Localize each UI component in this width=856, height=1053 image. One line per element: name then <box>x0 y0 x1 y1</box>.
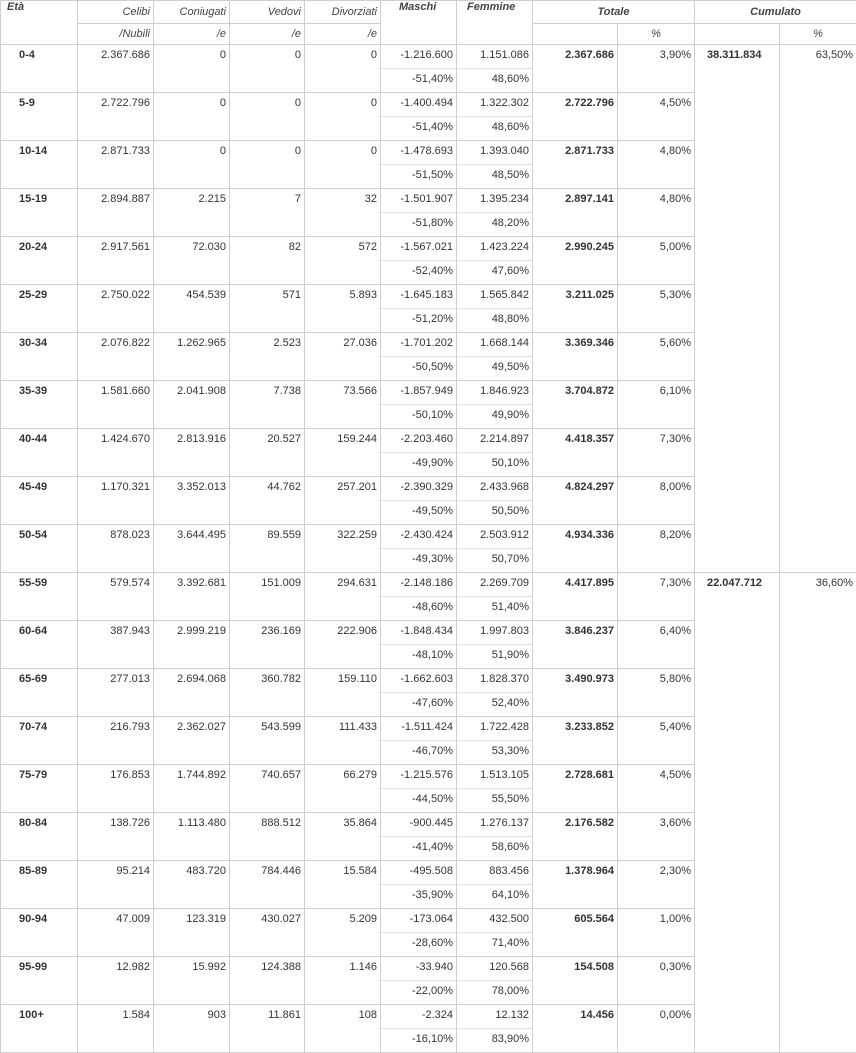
vedovi-cell: 0 <box>230 45 305 93</box>
maschi-cell <box>381 429 457 477</box>
cumulato-value: 38.311.834 <box>695 45 780 573</box>
vedovi-cell: 430.027 <box>230 909 305 957</box>
maschi-value: -1.501.907 <box>381 189 456 212</box>
table-row <box>1 45 856 93</box>
totale-cell: 3.490.973 <box>533 669 618 717</box>
header-maschi: Maschi <box>381 1 457 45</box>
divorziati-cell: 322.259 <box>305 525 381 573</box>
age-cell: 40-44 <box>1 429 78 477</box>
totale-pct-cell: 5,40% <box>618 717 695 765</box>
femmine-cell <box>457 525 533 573</box>
totale-pct-cell: 4,80% <box>618 141 695 189</box>
vedovi-cell: 236.169 <box>230 621 305 669</box>
header-vedovi: Vedovi <box>230 1 305 24</box>
coniugati-cell: 903 <box>154 1005 230 1053</box>
coniugati-cell: 1.113.480 <box>154 813 230 861</box>
femmine-value: 432.500 <box>457 909 532 932</box>
celibi-cell: 2.367.686 <box>78 45 154 93</box>
femmine-pct: 52,40% <box>457 692 532 716</box>
coniugati-cell: 0 <box>154 45 230 93</box>
totale-pct-cell: 7,30% <box>618 573 695 621</box>
vedovi-cell: 888.512 <box>230 813 305 861</box>
totale-cell: 4.934.336 <box>533 525 618 573</box>
coniugati-cell: 2.999.219 <box>154 621 230 669</box>
vedovi-cell: 7.738 <box>230 381 305 429</box>
celibi-cell: 12.982 <box>78 957 154 1005</box>
maschi-cell <box>381 909 457 957</box>
divorziati-cell: 0 <box>305 141 381 189</box>
maschi-pct: -48,60% <box>381 596 456 620</box>
coniugati-cell: 2.041.908 <box>154 381 230 429</box>
divorziati-cell: 111.433 <box>305 717 381 765</box>
header-cumulato-empty <box>695 24 780 45</box>
celibi-cell: 1.170.321 <box>78 477 154 525</box>
vedovi-cell: 44.762 <box>230 477 305 525</box>
celibi-cell: 1.581.660 <box>78 381 154 429</box>
header-vedovi-sub: /e <box>230 24 305 45</box>
totale-cell: 3.211.025 <box>533 285 618 333</box>
maschi-value: -1.662.603 <box>381 669 456 692</box>
coniugati-cell: 3.352.013 <box>154 477 230 525</box>
maschi-cell <box>381 381 457 429</box>
femmine-cell <box>457 189 533 237</box>
maschi-value: -495.508 <box>381 861 456 884</box>
femmine-value: 1.565.842 <box>457 285 532 308</box>
totale-cell: 154.508 <box>533 957 618 1005</box>
maschi-cell <box>381 45 457 93</box>
femmine-value: 2.269.709 <box>457 573 532 596</box>
femmine-cell <box>457 1005 533 1053</box>
femmine-pct: 49,90% <box>457 404 532 428</box>
maschi-pct: -51,40% <box>381 116 456 140</box>
header-femmine: Femmine <box>457 1 533 45</box>
table-body <box>1 45 856 1053</box>
femmine-pct: 48,80% <box>457 308 532 332</box>
femmine-pct: 48,20% <box>457 212 532 236</box>
maschi-value: -173.064 <box>381 909 456 932</box>
maschi-pct: -49,50% <box>381 500 456 524</box>
maschi-pct: -51,20% <box>381 308 456 332</box>
femmine-value: 1.423.224 <box>457 237 532 260</box>
coniugati-cell: 123.319 <box>154 909 230 957</box>
maschi-pct: -16,10% <box>381 1028 456 1052</box>
femmine-value: 1.668.144 <box>457 333 532 356</box>
celibi-cell: 95.214 <box>78 861 154 909</box>
femmine-value: 1.997.803 <box>457 621 532 644</box>
celibi-cell: 176.853 <box>78 765 154 813</box>
femmine-pct: 48,50% <box>457 164 532 188</box>
coniugati-cell: 3.644.495 <box>154 525 230 573</box>
maschi-value: -2.390.329 <box>381 477 456 500</box>
age-cell: 65-69 <box>1 669 78 717</box>
coniugati-cell: 0 <box>154 141 230 189</box>
age-cell: 75-79 <box>1 765 78 813</box>
totale-pct-cell: 1,00% <box>618 909 695 957</box>
totale-cell: 2.367.686 <box>533 45 618 93</box>
femmine-cell <box>457 45 533 93</box>
maschi-value: -1.645.183 <box>381 285 456 308</box>
divorziati-cell: 294.631 <box>305 573 381 621</box>
age-cell: 45-49 <box>1 477 78 525</box>
age-cell: 70-74 <box>1 717 78 765</box>
maschi-pct: -41,40% <box>381 836 456 860</box>
vedovi-cell: 2.523 <box>230 333 305 381</box>
totale-cell: 4.417.895 <box>533 573 618 621</box>
femmine-cell <box>457 813 533 861</box>
femmine-cell <box>457 141 533 189</box>
age-cell: 60-64 <box>1 621 78 669</box>
header-totale-pct: % <box>618 24 695 45</box>
femmine-pct: 71,40% <box>457 932 532 956</box>
divorziati-cell: 257.201 <box>305 477 381 525</box>
maschi-pct: -46,70% <box>381 740 456 764</box>
maschi-cell <box>381 861 457 909</box>
vedovi-cell: 0 <box>230 141 305 189</box>
totale-pct-cell: 4,50% <box>618 765 695 813</box>
femmine-value: 1.151.086 <box>457 45 532 68</box>
maschi-value: -2.148.186 <box>381 573 456 596</box>
maschi-value: -2.430.424 <box>381 525 456 548</box>
totale-pct-cell: 6,10% <box>618 381 695 429</box>
coniugati-cell: 1.744.892 <box>154 765 230 813</box>
femmine-value: 2.214.897 <box>457 429 532 452</box>
totale-pct-cell: 5,60% <box>618 333 695 381</box>
maschi-cell <box>381 285 457 333</box>
coniugati-cell: 3.392.681 <box>154 573 230 621</box>
vedovi-cell: 7 <box>230 189 305 237</box>
femmine-value: 1.393.040 <box>457 141 532 164</box>
femmine-value: 1.395.234 <box>457 189 532 212</box>
maschi-pct: -28,60% <box>381 932 456 956</box>
totale-cell: 2.871.733 <box>533 141 618 189</box>
divorziati-cell: 0 <box>305 45 381 93</box>
totale-cell: 605.564 <box>533 909 618 957</box>
divorziati-cell: 1.146 <box>305 957 381 1005</box>
celibi-cell: 878.023 <box>78 525 154 573</box>
celibi-cell: 2.076.822 <box>78 333 154 381</box>
femmine-cell <box>457 957 533 1005</box>
age-cell: 95-99 <box>1 957 78 1005</box>
femmine-cell <box>457 717 533 765</box>
femmine-pct: 55,50% <box>457 788 532 812</box>
totale-cell: 2.990.245 <box>533 237 618 285</box>
maschi-value: -1.400.494 <box>381 93 456 116</box>
divorziati-cell: 159.244 <box>305 429 381 477</box>
totale-cell: 2.176.582 <box>533 813 618 861</box>
totale-pct-cell: 8,20% <box>618 525 695 573</box>
celibi-cell: 2.871.733 <box>78 141 154 189</box>
maschi-cell <box>381 189 457 237</box>
femmine-cell <box>457 621 533 669</box>
maschi-cell <box>381 669 457 717</box>
totale-pct-cell: 8,00% <box>618 477 695 525</box>
celibi-cell: 277.013 <box>78 669 154 717</box>
maschi-pct: -50,50% <box>381 356 456 380</box>
femmine-value: 12.132 <box>457 1005 532 1028</box>
header-divorziati-sub: /e <box>305 24 381 45</box>
vedovi-cell: 740.657 <box>230 765 305 813</box>
divorziati-cell: 66.279 <box>305 765 381 813</box>
totale-pct-cell: 5,80% <box>618 669 695 717</box>
divorziati-cell: 222.906 <box>305 621 381 669</box>
maschi-pct: -44,50% <box>381 788 456 812</box>
maschi-pct: -51,40% <box>381 68 456 92</box>
header-totale-empty <box>533 24 618 45</box>
maschi-pct: -51,50% <box>381 164 456 188</box>
maschi-value: -33.940 <box>381 957 456 980</box>
vedovi-cell: 360.782 <box>230 669 305 717</box>
vedovi-cell: 11.861 <box>230 1005 305 1053</box>
divorziati-cell: 35.864 <box>305 813 381 861</box>
cumulato-pct: 63,50% <box>780 45 856 573</box>
femmine-pct: 51,40% <box>457 596 532 620</box>
totale-cell: 2.728.681 <box>533 765 618 813</box>
femmine-pct: 47,60% <box>457 260 532 284</box>
celibi-cell: 138.726 <box>78 813 154 861</box>
totale-cell: 1.378.964 <box>533 861 618 909</box>
divorziati-cell: 5.893 <box>305 285 381 333</box>
femmine-pct: 50,50% <box>457 500 532 524</box>
maschi-cell <box>381 93 457 141</box>
vedovi-cell: 20.527 <box>230 429 305 477</box>
maschi-pct: -51,80% <box>381 212 456 236</box>
vedovi-cell: 89.559 <box>230 525 305 573</box>
header-totale: Totale <box>533 1 695 24</box>
femmine-pct: 50,10% <box>457 452 532 476</box>
divorziati-cell: 15.584 <box>305 861 381 909</box>
vedovi-cell: 571 <box>230 285 305 333</box>
coniugati-cell: 2.813.916 <box>154 429 230 477</box>
header-eta: Età <box>1 1 78 45</box>
header-cumulato: Cumulato <box>695 1 856 24</box>
femmine-value: 1.846.923 <box>457 381 532 404</box>
totale-pct-cell: 5,30% <box>618 285 695 333</box>
age-cell: 5-9 <box>1 93 78 141</box>
femmine-pct: 50,70% <box>457 548 532 572</box>
totale-cell: 2.722.796 <box>533 93 618 141</box>
femmine-pct: 83,90% <box>457 1028 532 1052</box>
celibi-cell: 2.894.887 <box>78 189 154 237</box>
table-row <box>1 573 856 621</box>
coniugati-cell: 2.362.027 <box>154 717 230 765</box>
maschi-value: -1.848.434 <box>381 621 456 644</box>
vedovi-cell: 543.599 <box>230 717 305 765</box>
maschi-cell <box>381 621 457 669</box>
femmine-cell <box>457 429 533 477</box>
vedovi-cell: 82 <box>230 237 305 285</box>
femmine-pct: 78,00% <box>457 980 532 1004</box>
femmine-pct: 48,60% <box>457 68 532 92</box>
femmine-value: 883.456 <box>457 861 532 884</box>
header-coniugati-sub: /e <box>154 24 230 45</box>
age-cell: 20-24 <box>1 237 78 285</box>
totale-cell: 4.418.357 <box>533 429 618 477</box>
maschi-value: -1.511.424 <box>381 717 456 740</box>
celibi-cell: 216.793 <box>78 717 154 765</box>
maschi-value: -900.445 <box>381 813 456 836</box>
maschi-value: -1.478.693 <box>381 141 456 164</box>
femmine-cell <box>457 381 533 429</box>
header-cumulato-pct: % <box>780 24 856 45</box>
femmine-pct: 48,60% <box>457 116 532 140</box>
totale-cell: 3.704.872 <box>533 381 618 429</box>
femmine-pct: 51,90% <box>457 644 532 668</box>
femmine-value: 1.722.428 <box>457 717 532 740</box>
divorziati-cell: 0 <box>305 93 381 141</box>
totale-pct-cell: 3,90% <box>618 45 695 93</box>
vedovi-cell: 151.009 <box>230 573 305 621</box>
totale-cell: 4.824.297 <box>533 477 618 525</box>
femmine-pct: 64,10% <box>457 884 532 908</box>
maschi-value: -1.857.949 <box>381 381 456 404</box>
celibi-cell: 1.424.670 <box>78 429 154 477</box>
age-cell: 10-14 <box>1 141 78 189</box>
divorziati-cell: 32 <box>305 189 381 237</box>
maschi-cell <box>381 765 457 813</box>
header-coniugati: Coniugati <box>154 1 230 24</box>
femmine-value: 1.276.137 <box>457 813 532 836</box>
femmine-cell <box>457 237 533 285</box>
maschi-cell <box>381 477 457 525</box>
divorziati-cell: 108 <box>305 1005 381 1053</box>
divorziati-cell: 27.036 <box>305 333 381 381</box>
femmine-value: 2.503.912 <box>457 525 532 548</box>
totale-cell: 3.233.852 <box>533 717 618 765</box>
femmine-cell <box>457 861 533 909</box>
femmine-pct: 58,60% <box>457 836 532 860</box>
maschi-value: -2.203.460 <box>381 429 456 452</box>
celibi-cell: 387.943 <box>78 621 154 669</box>
maschi-cell <box>381 525 457 573</box>
age-cell: 0-4 <box>1 45 78 93</box>
cumulato-value: 22.047.712 <box>695 573 780 1053</box>
totale-pct-cell: 2,30% <box>618 861 695 909</box>
age-cell: 30-34 <box>1 333 78 381</box>
femmine-value: 2.433.968 <box>457 477 532 500</box>
femmine-cell <box>457 285 533 333</box>
age-cell: 35-39 <box>1 381 78 429</box>
divorziati-cell: 159.110 <box>305 669 381 717</box>
age-cell: 80-84 <box>1 813 78 861</box>
femmine-cell <box>457 573 533 621</box>
femmine-cell <box>457 333 533 381</box>
coniugati-cell: 2.694.068 <box>154 669 230 717</box>
totale-pct-cell: 7,30% <box>618 429 695 477</box>
vedovi-cell: 0 <box>230 93 305 141</box>
maschi-cell <box>381 237 457 285</box>
age-cell: 90-94 <box>1 909 78 957</box>
maschi-pct: -50,10% <box>381 404 456 428</box>
coniugati-cell: 72.030 <box>154 237 230 285</box>
totale-pct-cell: 5,00% <box>618 237 695 285</box>
maschi-pct: -48,10% <box>381 644 456 668</box>
vedovi-cell: 784.446 <box>230 861 305 909</box>
totale-pct-cell: 3,60% <box>618 813 695 861</box>
femmine-cell <box>457 909 533 957</box>
maschi-cell <box>381 1005 457 1053</box>
maschi-cell <box>381 813 457 861</box>
maschi-value: -1.567.021 <box>381 237 456 260</box>
totale-pct-cell: 6,40% <box>618 621 695 669</box>
maschi-value: -1.215.576 <box>381 765 456 788</box>
femmine-cell <box>457 765 533 813</box>
celibi-cell: 579.574 <box>78 573 154 621</box>
totale-cell: 2.897.141 <box>533 189 618 237</box>
maschi-cell <box>381 141 457 189</box>
totale-pct-cell: 0,30% <box>618 957 695 1005</box>
celibi-cell: 2.917.561 <box>78 237 154 285</box>
totale-pct-cell: 4,80% <box>618 189 695 237</box>
femmine-value: 1.322.302 <box>457 93 532 116</box>
femmine-cell <box>457 669 533 717</box>
totale-pct-cell: 4,50% <box>618 93 695 141</box>
femmine-value: 1.513.105 <box>457 765 532 788</box>
celibi-cell: 2.722.796 <box>78 93 154 141</box>
maschi-pct: -49,30% <box>381 548 456 572</box>
table-header <box>1 1 856 45</box>
maschi-value: -1.701.202 <box>381 333 456 356</box>
femmine-pct: 49,50% <box>457 356 532 380</box>
maschi-pct: -52,40% <box>381 260 456 284</box>
totale-cell: 3.846.237 <box>533 621 618 669</box>
celibi-cell: 2.750.022 <box>78 285 154 333</box>
age-cell: 25-29 <box>1 285 78 333</box>
age-cell: 15-19 <box>1 189 78 237</box>
cumulato-pct: 36,60% <box>780 573 856 1053</box>
coniugati-cell: 1.262.965 <box>154 333 230 381</box>
maschi-pct: -35,90% <box>381 884 456 908</box>
coniugati-cell: 454.539 <box>154 285 230 333</box>
maschi-cell <box>381 717 457 765</box>
maschi-cell <box>381 957 457 1005</box>
age-cell: 55-59 <box>1 573 78 621</box>
celibi-cell: 1.584 <box>78 1005 154 1053</box>
divorziati-cell: 5.209 <box>305 909 381 957</box>
vedovi-cell: 124.388 <box>230 957 305 1005</box>
femmine-cell <box>457 93 533 141</box>
totale-cell: 14.456 <box>533 1005 618 1053</box>
divorziati-cell: 572 <box>305 237 381 285</box>
maschi-value: -1.216.600 <box>381 45 456 68</box>
coniugati-cell: 483.720 <box>154 861 230 909</box>
femmine-value: 1.828.370 <box>457 669 532 692</box>
coniugati-cell: 15.992 <box>154 957 230 1005</box>
femmine-value: 120.568 <box>457 957 532 980</box>
maschi-pct: -22,00% <box>381 980 456 1004</box>
maschi-value: -2.324 <box>381 1005 456 1028</box>
age-cell: 100+ <box>1 1005 78 1053</box>
coniugati-cell: 2.215 <box>154 189 230 237</box>
age-cell: 85-89 <box>1 861 78 909</box>
maschi-pct: -49,90% <box>381 452 456 476</box>
coniugati-cell: 0 <box>154 93 230 141</box>
header-celibi-sub: /Nubili <box>78 24 154 45</box>
age-cell: 50-54 <box>1 525 78 573</box>
header-divorziati: Divorziati <box>305 1 381 24</box>
maschi-cell <box>381 573 457 621</box>
femmine-cell <box>457 477 533 525</box>
divorziati-cell: 73.566 <box>305 381 381 429</box>
maschi-cell <box>381 333 457 381</box>
maschi-pct: -47,60% <box>381 692 456 716</box>
header-celibi: Celibi <box>78 1 154 24</box>
celibi-cell: 47.009 <box>78 909 154 957</box>
totale-pct-cell: 0,00% <box>618 1005 695 1053</box>
femmine-pct: 53,30% <box>457 740 532 764</box>
totale-cell: 3.369.346 <box>533 333 618 381</box>
